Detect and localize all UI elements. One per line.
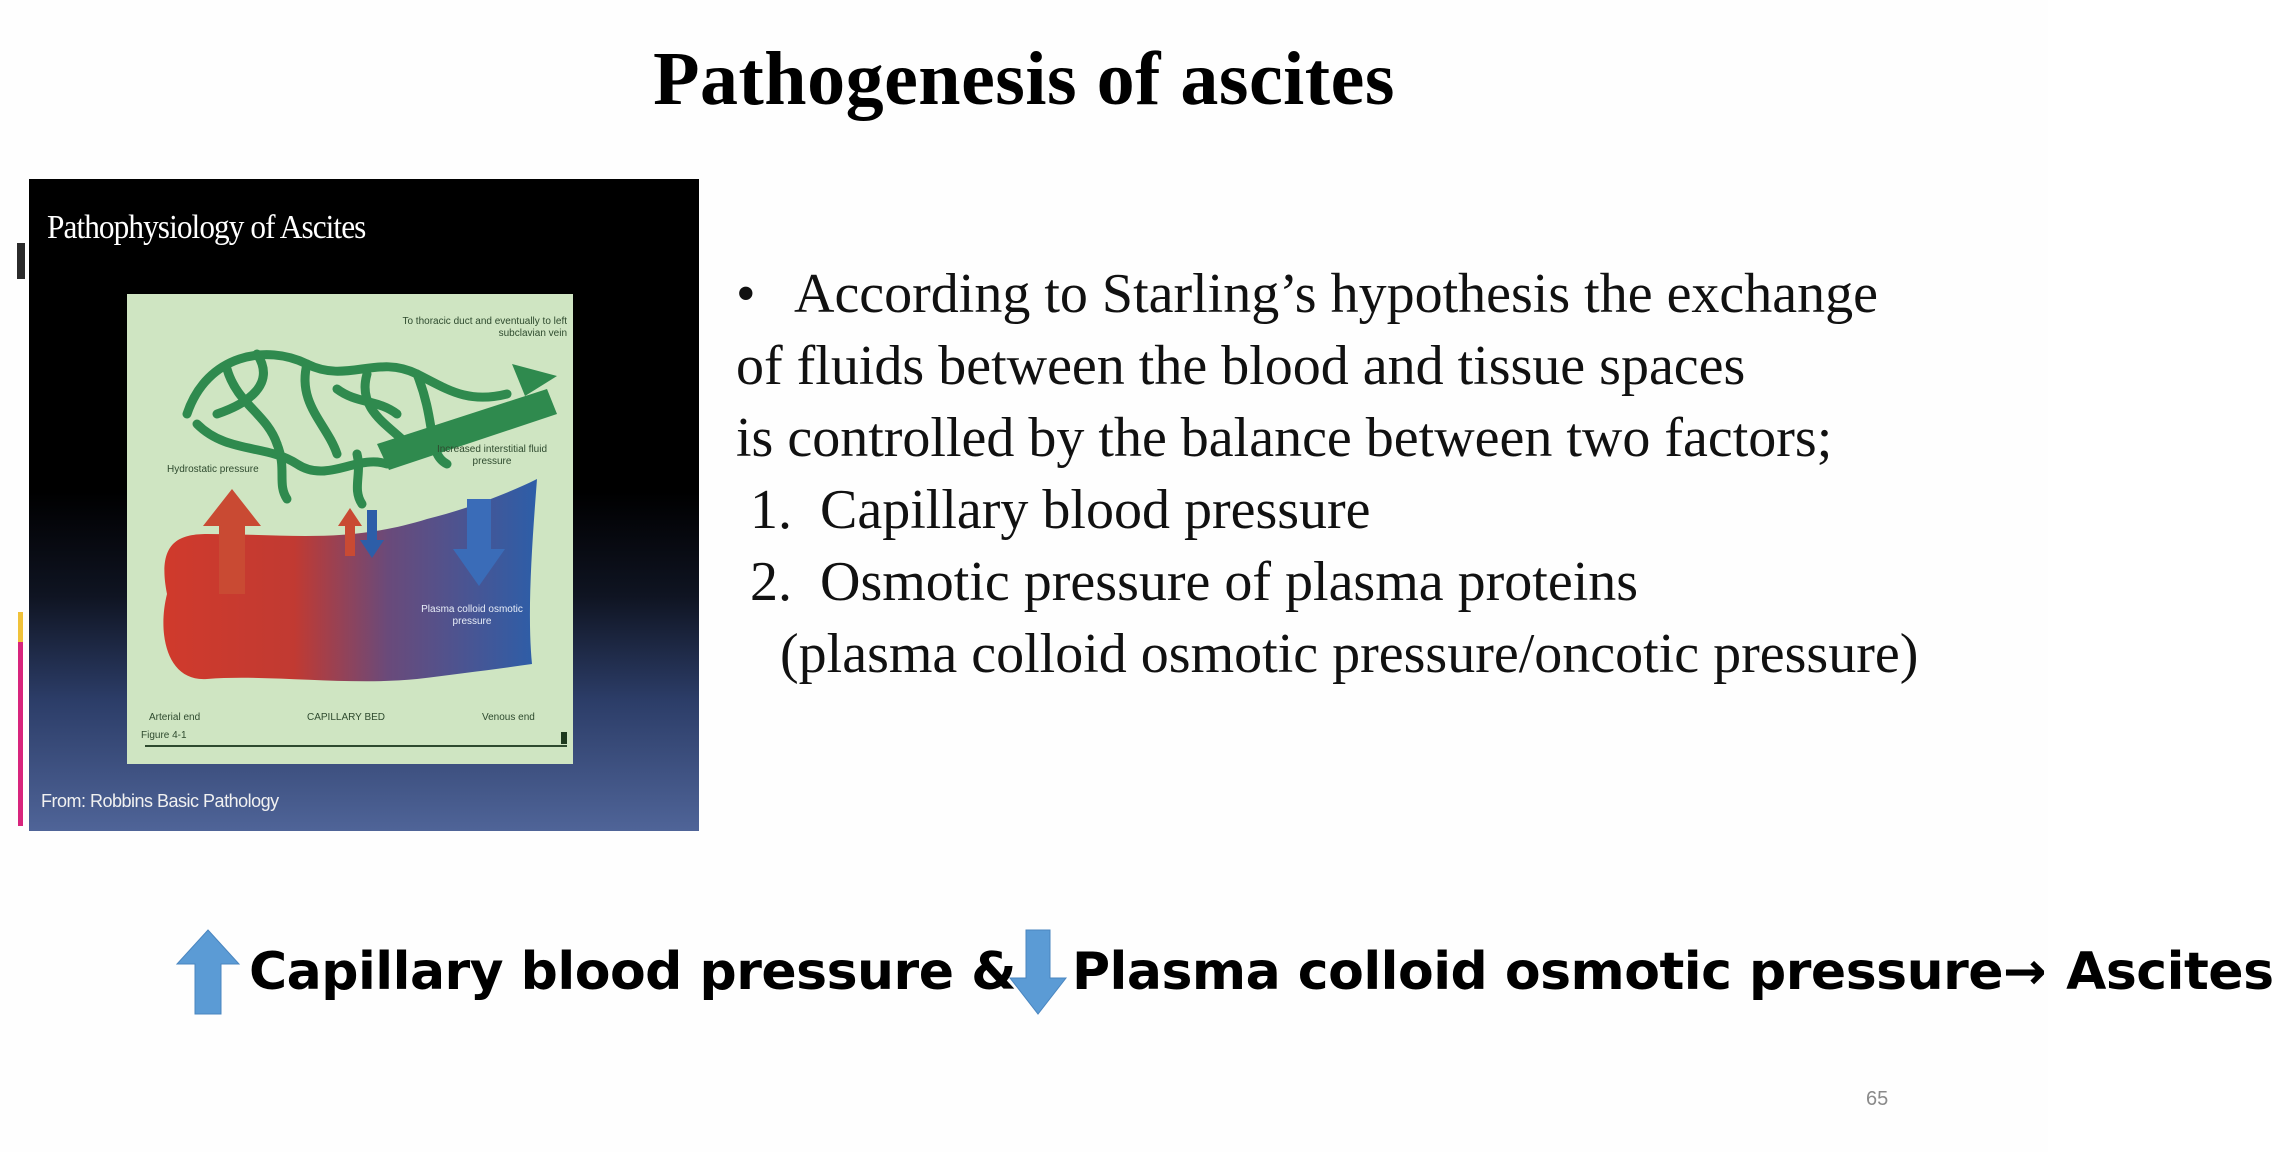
- bullet-symbol: •: [736, 263, 756, 325]
- lymph-arrow-icon: [512, 364, 557, 396]
- edge-decoration: [17, 243, 25, 279]
- label-capillary-bed: CAPILLARY BED: [307, 712, 386, 723]
- label-hydrostatic-pressure: Hydrostatic pressure: [167, 464, 259, 475]
- pathophysiology-figure: [29, 179, 699, 831]
- summary-statement: [175, 928, 2274, 1018]
- summary-result: Ascites: [2066, 942, 2274, 1002]
- label-plasma-colloid: Plasma colloid osmotic pressure: [421, 604, 523, 627]
- list-text: Osmotic pressure of plasma proteins: [820, 551, 1639, 613]
- edge-decoration: [18, 612, 23, 826]
- bullet-line: [736, 258, 2026, 330]
- bullet-text: According to Starling’s hypothesis the exchange: [794, 263, 1878, 325]
- capillary-diagram-graphic: [127, 294, 573, 764]
- numbered-item: [736, 546, 2026, 618]
- list-text: Capillary blood pressure: [820, 479, 1371, 541]
- label-arterial-end: Arterial end: [149, 712, 201, 723]
- summary-part-capillary: Capillary blood pressure &: [249, 942, 1016, 1002]
- bullet-continuation: is controlled by the balance between two factors;: [736, 407, 1833, 469]
- list-number: 2.: [750, 551, 792, 613]
- figure-title: Pathophysiology of Ascites: [47, 209, 366, 246]
- page-number: 65: [1866, 1088, 1889, 1110]
- slide-body: [736, 258, 2026, 690]
- bullet-continuation: of fluids between the blood and tissue spaces: [736, 335, 1746, 397]
- arrow-up-icon: [175, 928, 241, 1016]
- list-number: 1.: [750, 479, 792, 541]
- label-thoracic-duct: To thoracic duct and eventually to left subclavian vein: [402, 316, 567, 339]
- summary-part-plasma: Plasma colloid osmotic pressure: [1071, 942, 2004, 1002]
- numbered-item: [736, 474, 2026, 546]
- edge-decoration: [18, 612, 23, 642]
- right-arrow-icon: →: [2003, 942, 2047, 1002]
- parenthetical-note: (plasma colloid osmotic pressure/oncotic pressure): [780, 623, 1919, 685]
- label-interstitial-pressure: Increased interstitial fluid pressure: [436, 444, 548, 467]
- slide-title: Pathogenesis of ascites: [653, 37, 1395, 121]
- figure-source: From: Robbins Basic Pathology: [41, 791, 279, 811]
- diagram-marker: [561, 732, 567, 744]
- label-venous-end: Venous end: [482, 712, 535, 723]
- arrow-down-icon: [1008, 928, 1068, 1016]
- label-figure-number: Figure 4-1: [141, 730, 187, 741]
- capillary-diagram: [127, 294, 573, 764]
